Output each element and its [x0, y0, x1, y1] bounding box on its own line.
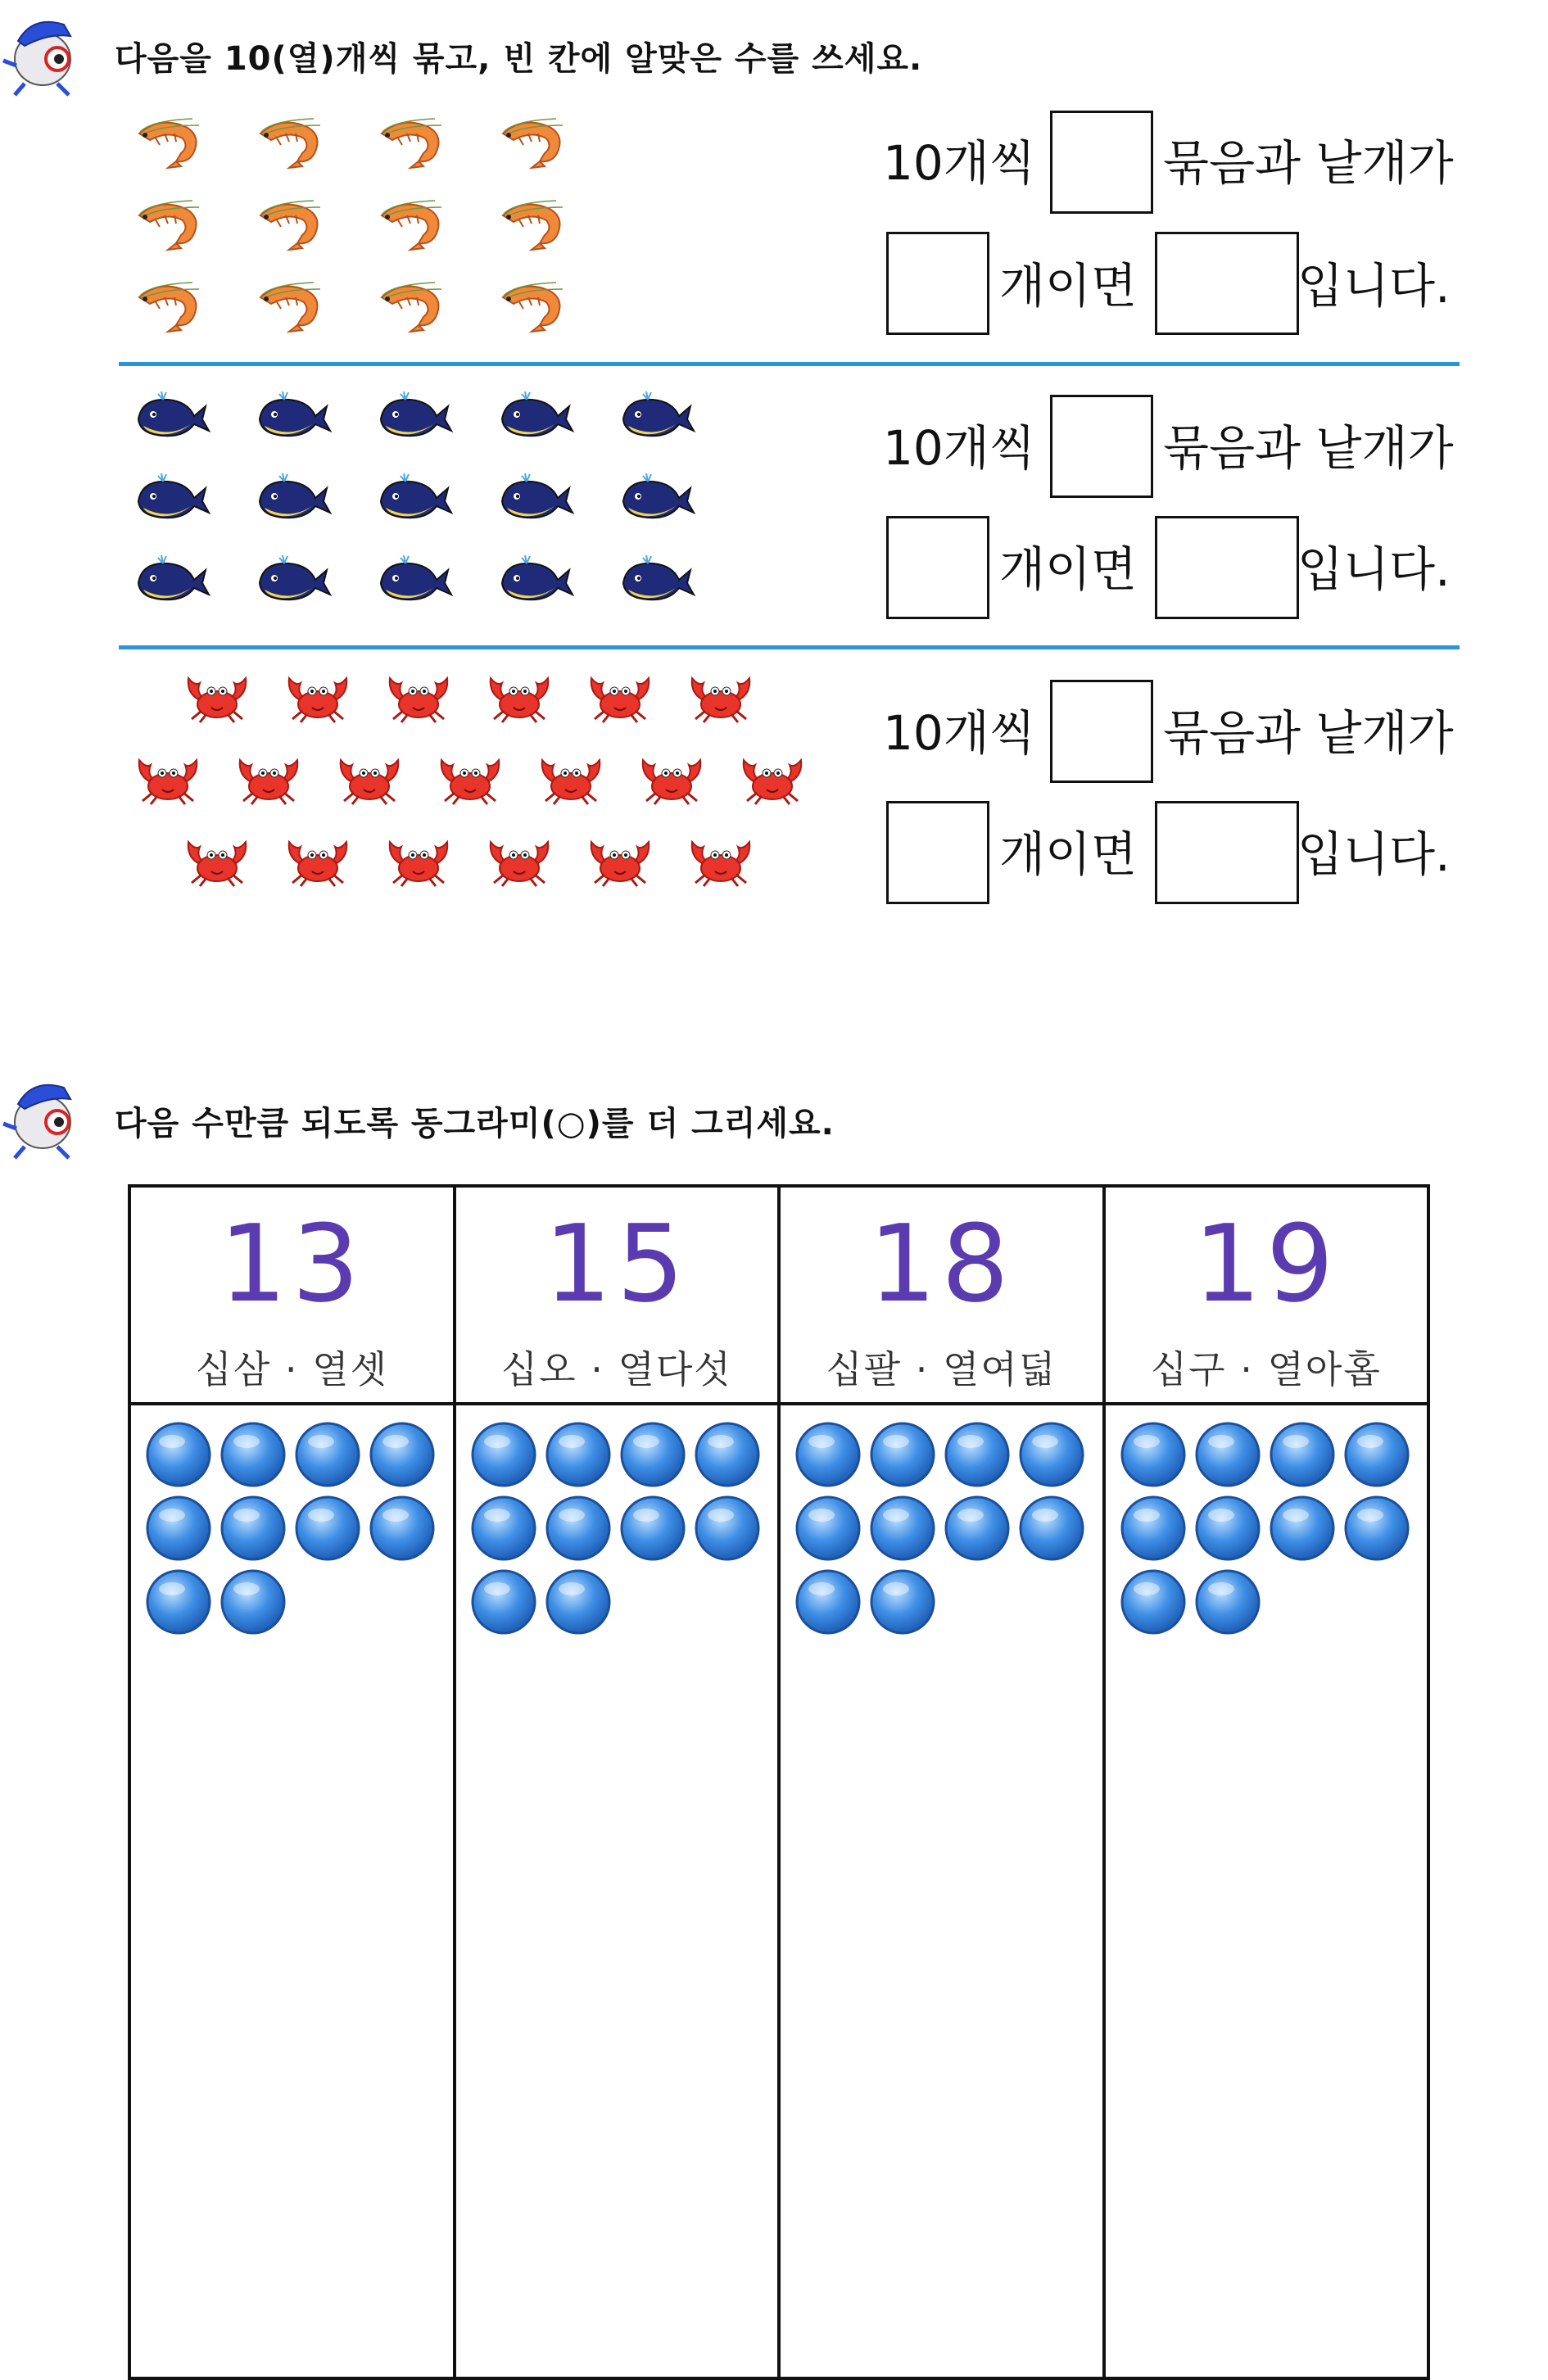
drawing-area[interactable] — [129, 1404, 455, 2378]
blue-circle — [469, 1568, 538, 1636]
instruction-2: 다음 수만큼 되도록 동그라미(○)를 더 그리세요. — [115, 1105, 835, 1142]
crab-icon — [583, 835, 657, 888]
blue-circle — [693, 1494, 762, 1563]
shrimp-icon — [135, 117, 209, 170]
number-name: 십삼 · 열셋 — [195, 1347, 389, 1391]
whale-group — [135, 383, 708, 629]
whale-icon — [378, 472, 451, 524]
blue-circle — [469, 1420, 538, 1489]
whale-icon — [256, 390, 330, 442]
divider-line — [119, 362, 1460, 366]
blue-circle — [1268, 1420, 1337, 1489]
crab-icon — [281, 835, 355, 888]
blue-circle — [219, 1420, 287, 1489]
shrimp-icon — [378, 199, 451, 251]
whale-icon — [378, 390, 451, 442]
blue-circle — [293, 1420, 362, 1489]
shrimp-icon — [256, 117, 330, 170]
crab-icon — [736, 753, 809, 806]
blue-circle — [1119, 1420, 1188, 1489]
answer-box-total[interactable] — [1155, 801, 1299, 904]
number-label: 15 — [544, 1201, 690, 1326]
label-if-count: 개이면 — [999, 258, 1138, 314]
shrimp-icon — [378, 281, 451, 333]
crab-icon — [232, 753, 306, 806]
blue-circle — [144, 1568, 213, 1636]
answer-box-units[interactable] — [886, 801, 989, 904]
blue-circle — [1119, 1568, 1188, 1636]
crab-icon — [333, 753, 406, 806]
number-name: 십오 · 열다섯 — [500, 1347, 732, 1391]
blue-circle — [544, 1494, 613, 1563]
blue-circle — [1342, 1494, 1411, 1563]
crab-icon — [684, 672, 758, 724]
shrimp-icon — [499, 199, 573, 251]
mascot-icon — [0, 1071, 86, 1161]
crab-icon — [180, 672, 254, 724]
shrimp-icon — [135, 281, 209, 333]
label-is: 입니다. — [1297, 826, 1451, 882]
blue-circle — [293, 1494, 362, 1563]
blue-circle — [618, 1420, 687, 1489]
blue-circle — [1119, 1494, 1188, 1563]
number-header-cell — [1104, 1186, 1429, 1404]
whale-icon — [256, 554, 330, 606]
blue-circle — [794, 1494, 862, 1563]
blue-circle — [618, 1494, 687, 1563]
blue-circle — [868, 1494, 937, 1563]
blue-circle — [794, 1568, 862, 1636]
answer-box-bundles[interactable] — [1050, 680, 1153, 783]
crab-icon — [684, 835, 758, 888]
mascot-icon — [0, 8, 86, 98]
crab-icon — [534, 753, 608, 806]
number-name: 십구 · 열아홉 — [1150, 1347, 1382, 1391]
whale-icon — [620, 472, 694, 524]
whale-icon — [135, 554, 209, 606]
number-header-cell — [455, 1186, 780, 1404]
blue-circle — [368, 1494, 437, 1563]
blue-circle — [943, 1494, 1012, 1563]
number-table — [128, 1184, 1430, 2380]
whale-icon — [256, 472, 330, 524]
blue-circle — [219, 1494, 287, 1563]
blue-circle — [1268, 1494, 1337, 1563]
whale-icon — [135, 472, 209, 524]
number-label: 13 — [219, 1201, 364, 1326]
crab-group — [131, 665, 835, 911]
whale-icon — [378, 554, 451, 606]
crab-icon — [180, 835, 254, 888]
shrimp-icon — [499, 281, 573, 333]
shrimp-icon — [256, 199, 330, 251]
blue-circle — [144, 1420, 213, 1489]
label-if-count: 개이면 — [999, 541, 1138, 597]
crab-icon — [482, 835, 556, 888]
blue-circle — [219, 1568, 287, 1636]
answer-box-units[interactable] — [886, 232, 989, 335]
divider-line — [119, 645, 1460, 649]
label-is: 입니다. — [1297, 258, 1451, 314]
crab-icon — [482, 672, 556, 724]
shrimp-icon — [378, 117, 451, 170]
crab-icon — [382, 672, 455, 724]
whale-icon — [499, 472, 573, 524]
whale-icon — [499, 390, 573, 442]
answer-box-bundles[interactable] — [1050, 111, 1153, 214]
answer-box-units[interactable] — [886, 516, 989, 619]
blue-circle — [1193, 1420, 1262, 1489]
shrimp-group — [135, 111, 708, 356]
blue-circle — [544, 1568, 613, 1636]
number-header-cell — [129, 1186, 455, 1404]
blue-circle — [794, 1420, 862, 1489]
crab-icon — [281, 672, 355, 724]
label-if-count: 개이면 — [999, 826, 1138, 882]
answer-box-total[interactable] — [1155, 232, 1299, 335]
whale-icon — [135, 390, 209, 442]
blue-circle — [368, 1420, 437, 1489]
label-bundles-and-units: 묶음과 낱개가 — [1163, 135, 1454, 191]
crab-icon — [382, 835, 455, 888]
label-10-bundles: 10개씩 — [883, 420, 1035, 476]
blue-circle — [469, 1494, 538, 1563]
blue-circle — [144, 1494, 213, 1563]
whale-icon — [620, 554, 694, 606]
shrimp-icon — [256, 281, 330, 333]
number-header-cell — [779, 1186, 1104, 1404]
blue-circle — [1193, 1494, 1262, 1563]
answer-box-total[interactable] — [1155, 516, 1299, 619]
shrimp-icon — [135, 199, 209, 251]
number-label: 18 — [868, 1201, 1014, 1326]
blue-circle — [1017, 1494, 1086, 1563]
crab-icon — [433, 753, 507, 806]
drawing-area[interactable] — [1104, 1404, 1429, 2378]
blue-circle — [693, 1420, 762, 1489]
label-bundles-and-units: 묶음과 낱개가 — [1163, 705, 1454, 761]
blue-circle — [544, 1420, 613, 1489]
blue-circle — [1017, 1420, 1086, 1489]
label-bundles-and-units: 묶음과 낱개가 — [1163, 420, 1454, 476]
shrimp-icon — [499, 117, 573, 170]
crab-icon — [583, 672, 657, 724]
drawing-area[interactable] — [455, 1404, 780, 2378]
whale-icon — [499, 554, 573, 606]
crab-icon — [635, 753, 708, 806]
blue-circle — [868, 1420, 937, 1489]
instruction-1: 다음을 10(열)개씩 묶고, 빈 칸에 알맞은 수를 쓰세요. — [115, 40, 923, 78]
label-10-bundles: 10개씩 — [883, 135, 1035, 191]
label-is: 입니다. — [1297, 541, 1451, 597]
answer-box-bundles[interactable] — [1050, 395, 1153, 498]
number-name: 십팔 · 열여덟 — [826, 1347, 1057, 1391]
blue-circle — [1193, 1568, 1262, 1636]
number-label: 19 — [1193, 1201, 1339, 1326]
whale-icon — [620, 390, 694, 442]
blue-circle — [943, 1420, 1012, 1489]
label-10-bundles: 10개씩 — [883, 705, 1035, 761]
crab-icon — [131, 753, 205, 806]
blue-circle — [868, 1568, 937, 1636]
blue-circle — [1342, 1420, 1411, 1489]
drawing-area[interactable] — [779, 1404, 1104, 2378]
